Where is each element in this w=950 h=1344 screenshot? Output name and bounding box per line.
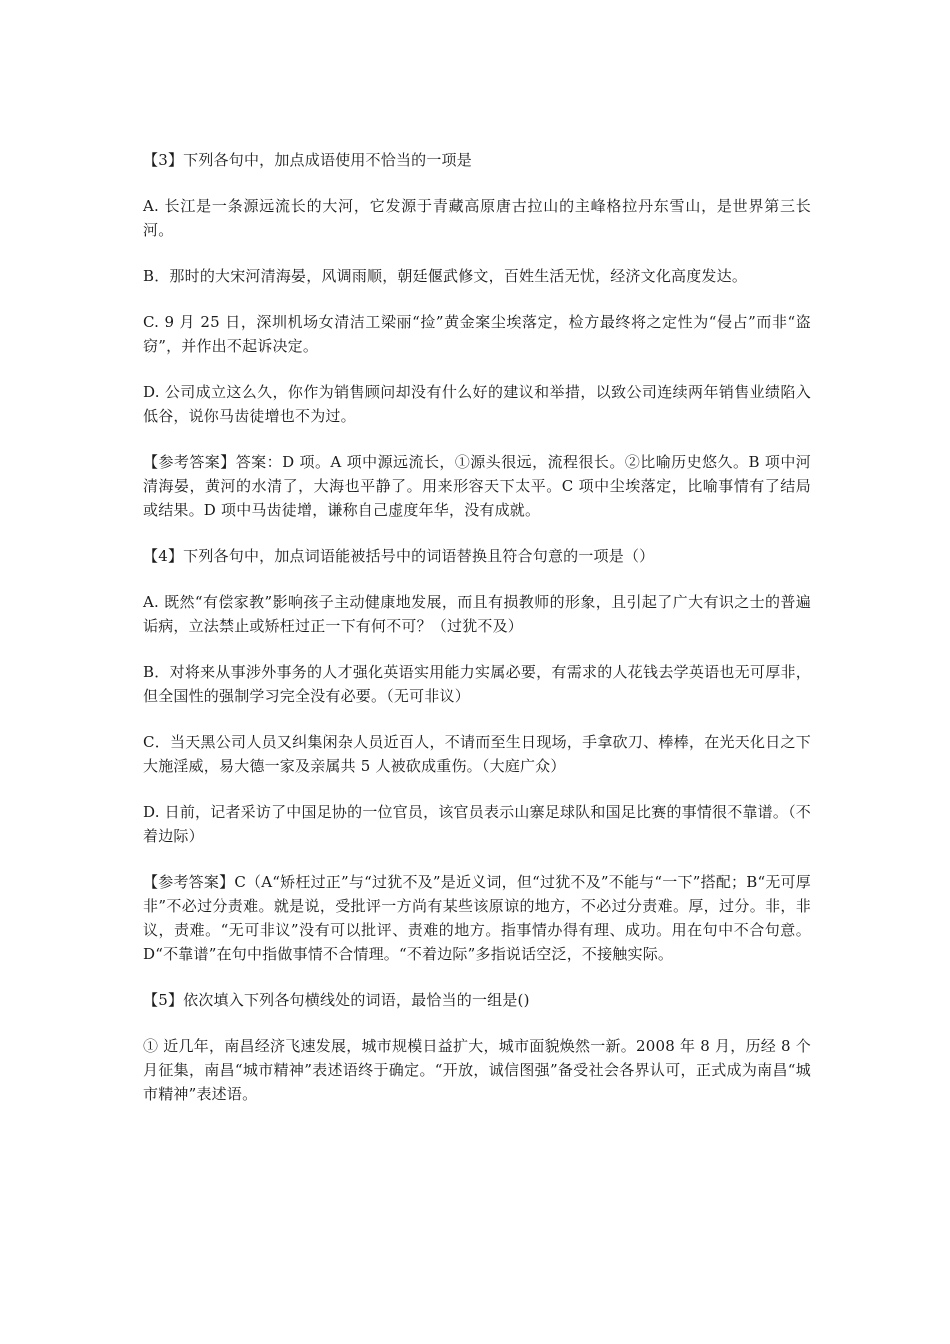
question-5-sentence-1: ① 近几年，南昌经济飞速发展，城市规模日益扩大，城市面貌焕然一新。2008 年 8 月，历经 8 个月征集，南昌“城市精神”表述语终于确定。“开放，诚信图强”备受社会各界认可，正式成为南昌“城市精神”表述语。 xyxy=(143,1037,811,1103)
question-4-option-a: A. 既然“有偿家教”影响孩子主动健康地发展，而且有损教师的形象，且引起了广大有识之士的普遍诟病，立法禁止或矫枉过正一下有何不可？（过犹不及） xyxy=(143,593,811,635)
question-3-stem: 【3】下列各句中，加点成语使用不恰当的一项是 xyxy=(143,151,472,169)
question-3-option-b: B．那时的大宋河清海晏，风调雨顺，朝廷偃武修文，百姓生活无忧，经济文化高度发达。 xyxy=(143,267,748,285)
question-4-stem: 【4】下列各句中，加点词语能被括号中的词语替换且符合句意的一项是（） xyxy=(143,547,655,565)
question-5-stem: 【5】依次填入下列各句横线处的词语，最恰当的一组是() xyxy=(143,991,530,1009)
question-3-answer: 【参考答案】答案：D 项。A 项中源远流长，①源头很远，流程很长。②比喻历史悠久。B 项中河清海晏，黄河的水清了，大海也平静了。用来形容天下太平。C 项中尘埃落定，比喻事情有了结局或结果。D 项中马齿徒增，谦称自己虚度年华，没有成就。 xyxy=(143,453,811,519)
question-4-option-d: D. 日前，记者采访了中国足协的一位官员，该官员表示山寨足球队和国足比赛的事情很不靠谱。（不着边际） xyxy=(143,803,811,845)
document-body xyxy=(143,148,811,1128)
question-3-option-c: C. 9 月 25 日，深圳机场女清洁工梁丽“捡”黄金案尘埃落定，检方最终将之定性为“侵占”而非“盗窃”，并作出不起诉决定。 xyxy=(143,313,811,355)
question-4-option-c: C．当天黑公司人员又纠集闲杂人员近百人，不请而至生日现场，手拿砍刀、棒棒，在光天化日之下大施淫威，易大德一家及亲属共 5 人被砍成重伤。（大庭广众） xyxy=(143,733,811,775)
question-3-option-d: D. 公司成立这么久，你作为销售顾问却没有什么好的建议和举措，以致公司连续两年销售业绩陷入低谷，说你马齿徒增也不为过。 xyxy=(143,383,811,425)
question-3-option-a: A. 长江是一条源远流长的大河，它发源于青藏高原唐古拉山的主峰格拉丹东雪山，是世界第三长河。 xyxy=(143,197,811,239)
question-4-option-b: B．对将来从事涉外事务的人才强化英语实用能力实属必要，有需求的人花钱去学英语也无可厚非，但全国性的强制学习完全没有必要。（无可非议） xyxy=(143,663,811,705)
question-4-answer: 【参考答案】C（A“矫枉过正”与“过犹不及”是近义词，但“过犹不及”不能与“一下”搭配；B“无可厚非”不必过分责难。就是说，受批评一方尚有某些该原谅的地方，不必过分责难。厚，过分。非，非议，责难。“无可非议”没有可以批评、责难的地方。指事情办得有理、成功。用在句中不合句意。D“不靠谱”在句中指做事情不合情理。“不着边际”多指说话空泛，不接触实际。 xyxy=(143,873,811,963)
